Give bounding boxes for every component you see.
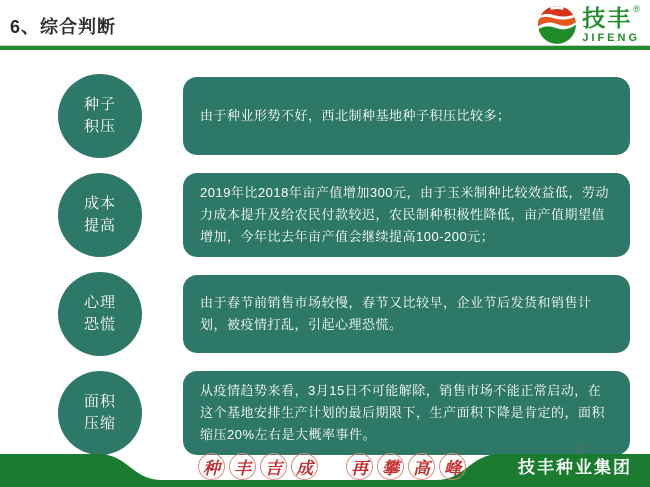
slogan-char: 再	[346, 453, 373, 480]
slide-footer	[0, 443, 650, 487]
slogan-char: 峰	[439, 453, 466, 480]
row-cost-increase	[58, 173, 630, 257]
text-box-psychological-panic	[183, 275, 630, 353]
slogan-char: 攀	[377, 453, 404, 480]
slogan-char: 丰	[229, 453, 256, 480]
header-divider	[0, 45, 650, 50]
label-circle-cost-increase	[58, 173, 142, 257]
row-psychological-panic	[58, 272, 630, 356]
label-line: 积压	[83, 118, 116, 135]
brand-name: 技丰	[582, 4, 633, 31]
slogan-char: 吉	[260, 453, 287, 480]
slogan-char: 高	[408, 453, 435, 480]
text-box-cost-increase	[183, 173, 630, 256]
slogan-char: 成	[291, 453, 318, 480]
label-circle-psychological-panic	[58, 272, 142, 356]
judgment-rows	[0, 50, 650, 455]
label-line: 压缩	[83, 415, 116, 432]
page-number: 58	[574, 444, 587, 456]
label-line: 提高	[83, 217, 116, 234]
label-circle-seed-backlog	[58, 74, 142, 158]
company-name: 技丰种业集团	[518, 458, 632, 477]
row-text: 由于春节前销售市场较慢，春节又比较早，企业节后发货和销售计划，被疫情打乱，引起心理恐慌。	[200, 295, 592, 332]
slide-header	[0, 0, 650, 50]
row-text: 从疫情趋势来看，3月15日不可能解除，销售市场不能正常启动，在这个基地安排生产计划的最后期限下，生产面积下降是肯定的，面积缩压20%左右是大概率事件。	[200, 383, 606, 442]
text-box-seed-backlog	[183, 77, 630, 155]
label-line: 面积	[83, 392, 116, 410]
row-text: 2019年比2018年亩产值增加300元，由于玉米制种比较效益低，劳动力成本提升及给农民付款较迟，农民制种积极性降低，亩产值期望值增加，今年比去年亩产值会继续提高100-200元；	[200, 185, 610, 244]
page-title: 6、综合判断	[10, 17, 117, 37]
label-line: 种子	[83, 95, 116, 113]
slogan-char: 种	[198, 453, 225, 480]
jifeng-logo	[537, 5, 640, 45]
label-line: 心理	[83, 293, 116, 311]
logo-text	[582, 3, 640, 44]
slogan	[198, 453, 470, 480]
brand-name-en: JIFENG	[582, 31, 640, 44]
label-line: 恐慌	[83, 316, 116, 333]
label-line: 成本	[83, 194, 116, 212]
registered-mark: ®	[633, 3, 640, 14]
row-text: 由于种业形势不好，西北制种基地种子积压比较多；	[200, 108, 511, 124]
row-seed-backlog	[58, 74, 630, 158]
jifeng-logo-icon	[537, 5, 577, 45]
